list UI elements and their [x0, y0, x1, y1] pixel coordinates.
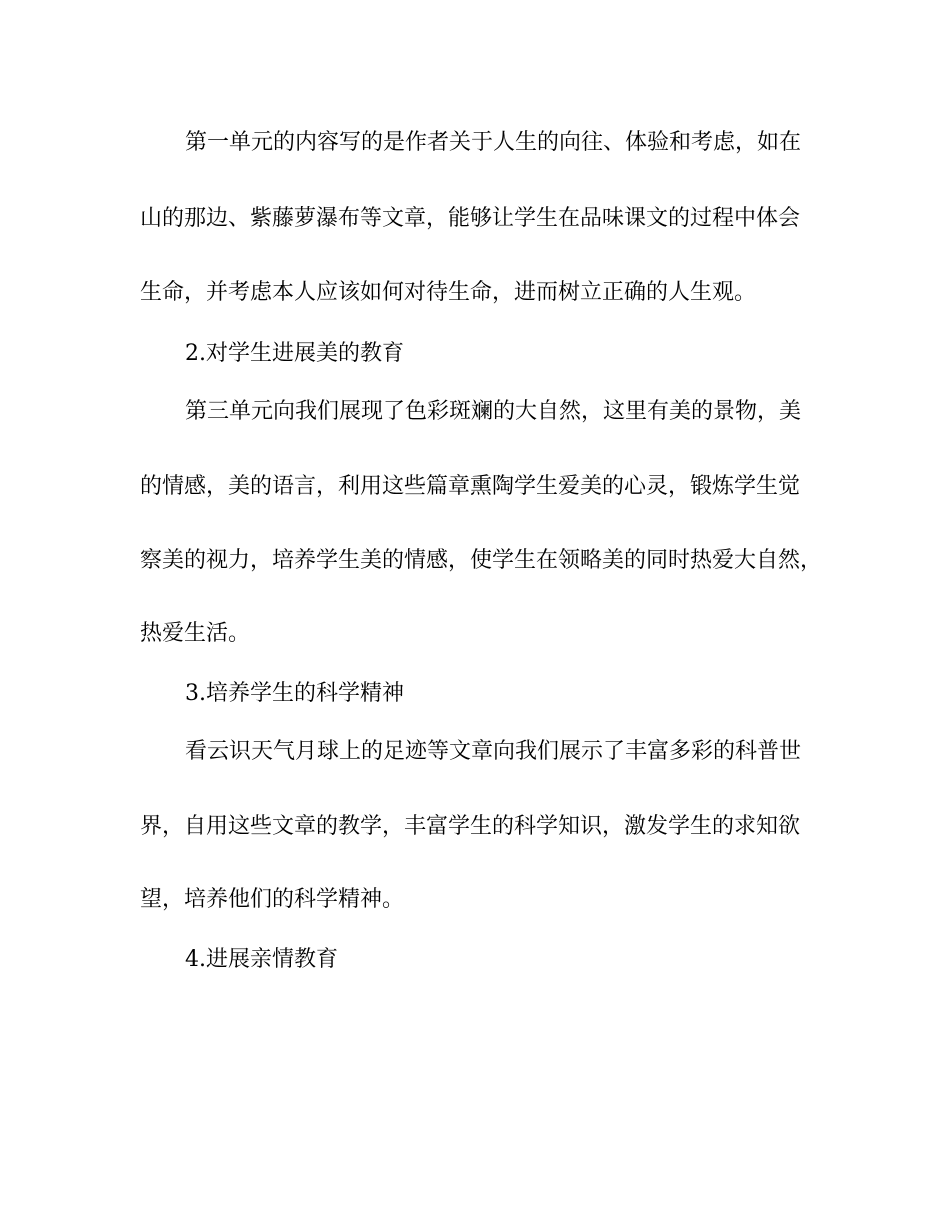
heading-4: 4.进展亲情教育 — [185, 947, 338, 972]
paragraph-1-line-3: 生命，并考虑本人应该如何对待生命，进而树立正确的人生观。 — [140, 280, 757, 305]
paragraph-2-line-4: 热爱生活。 — [140, 621, 251, 646]
paragraph-1-line-1: 第一单元的内容写的是作者关于人生的向往、体验和考虑，如在 — [185, 130, 802, 155]
heading-2: 2.对学生进展美的教育 — [185, 341, 404, 366]
paragraph-2-line-2: 的情感，美的语言，利用这些篇章熏陶学生爱美的心灵，锻炼学生觉 — [140, 474, 801, 499]
paragraph-1-line-2: 山的那边、紫藤萝瀑布等文章，能够让学生在品味课文的过程中体会 — [140, 206, 801, 231]
paragraph-3-line-3: 望，培养他们的科学精神。 — [140, 887, 405, 912]
paragraph-2-line-3: 察美的视力，培养学生美的情感，使学生在领略美的同时热爱大自然， — [140, 548, 823, 573]
heading-3: 3.培养学生的科学精神 — [185, 681, 404, 706]
paragraph-2-line-1: 第三单元向我们展现了色彩斑斓的大自然，这里有美的景物，美 — [185, 399, 802, 424]
paragraph-3-line-2: 界，自用这些文章的教学，丰富学生的科学知识，激发学生的求知欲 — [140, 814, 801, 839]
paragraph-3-line-1: 看云识天气月球上的足迹等文章向我们展示了丰富多彩的科普世 — [185, 739, 802, 764]
